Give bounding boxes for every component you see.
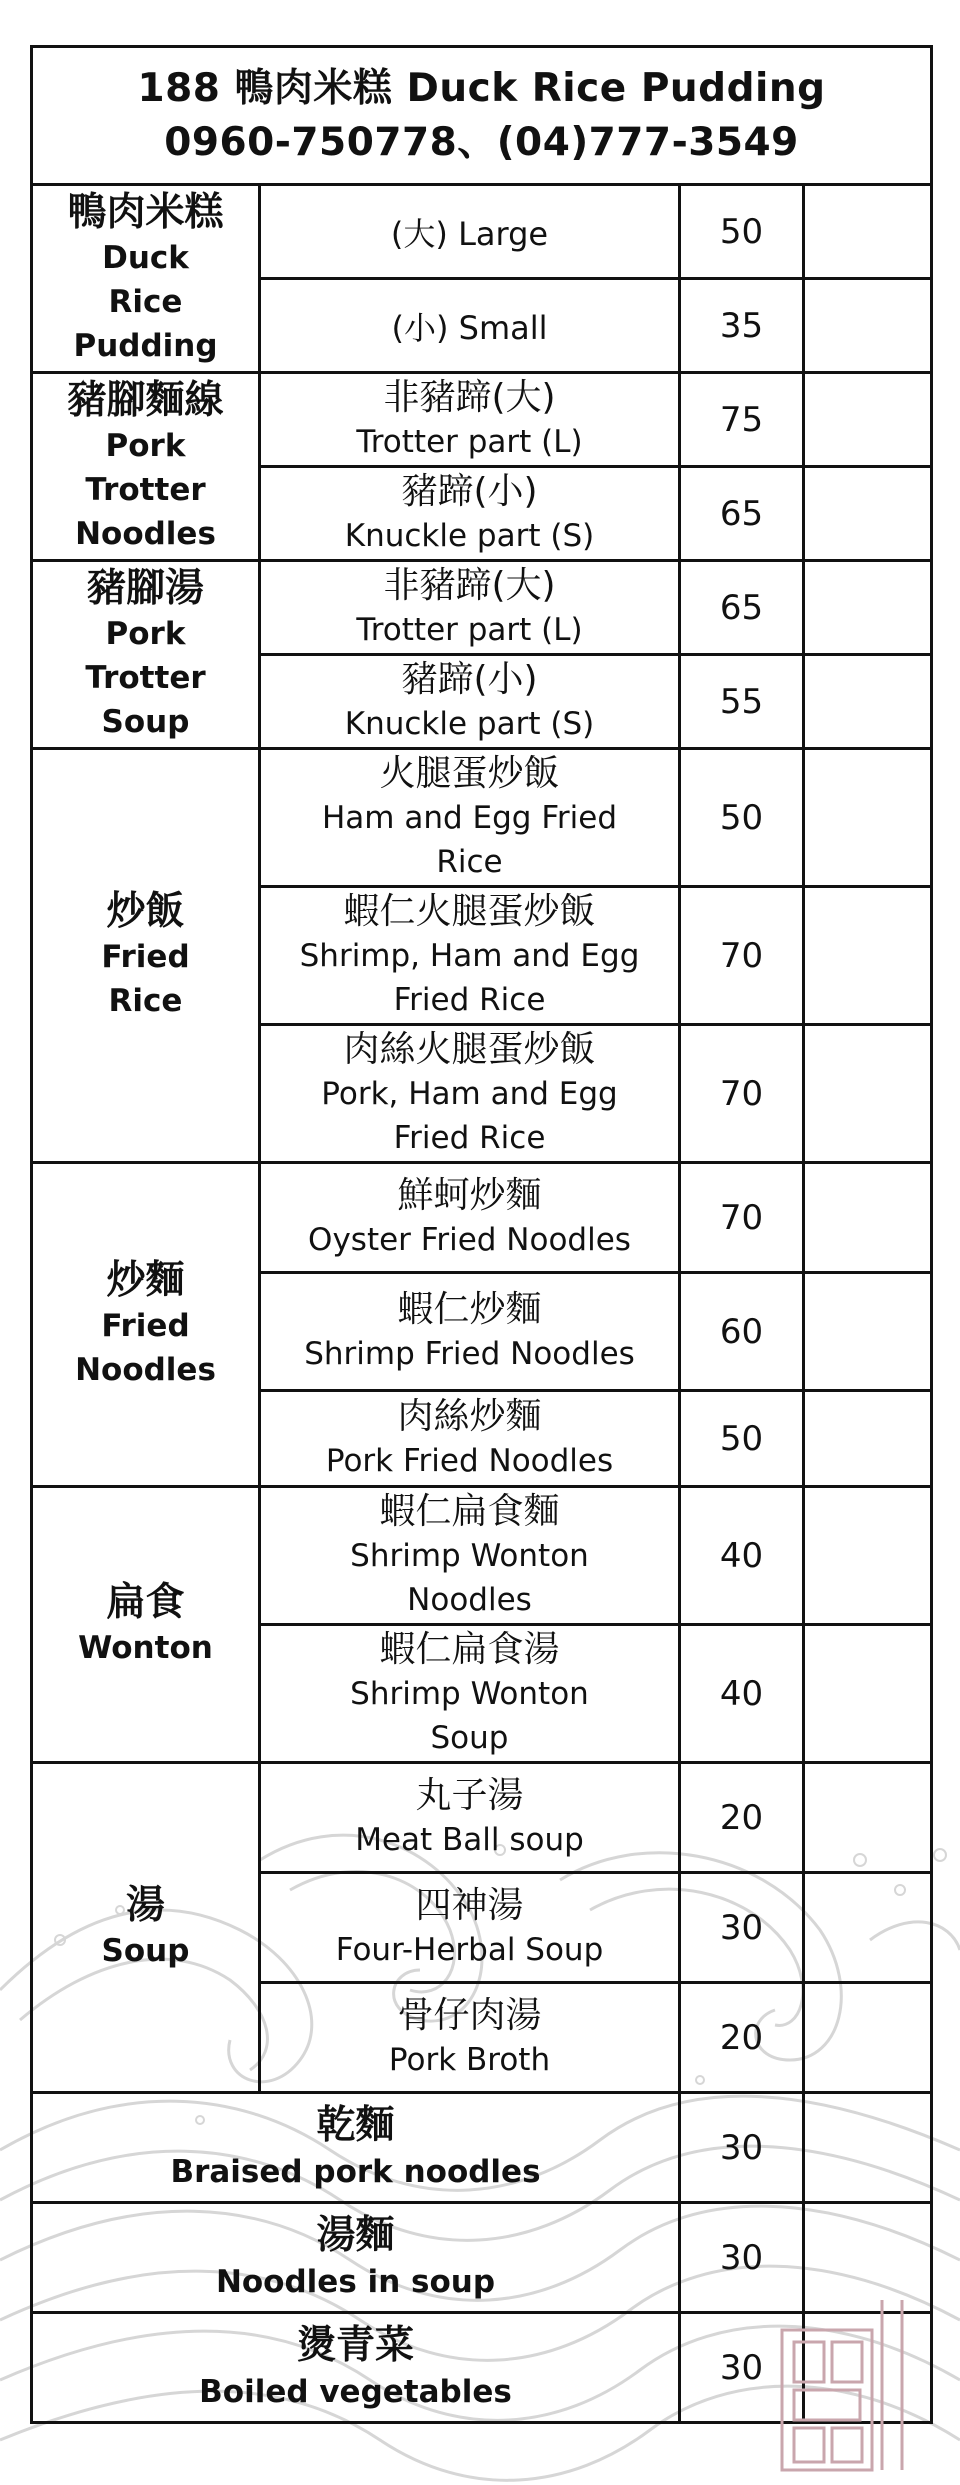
item-price: 65 <box>719 493 764 534</box>
seal-stamp <box>772 2290 922 2480</box>
menu-header <box>32 47 932 185</box>
item-price: 30 <box>719 2237 764 2278</box>
blank-cell <box>804 467 932 561</box>
shop-title: 188 鴨肉米糕 Duck Rice Pudding <box>137 65 826 111</box>
price-cell <box>680 1163 804 1273</box>
category-name-en: Noodles <box>75 515 216 552</box>
item-name-en: Fried Rice <box>393 981 546 1018</box>
item-name-en: Shrimp Wonton <box>350 1675 589 1712</box>
item-name-en: Pork Broth <box>388 2041 551 2078</box>
item-price: 75 <box>719 399 764 440</box>
item-cell <box>260 185 680 279</box>
item-price: 40 <box>719 1673 764 1714</box>
item-name-en: Shrimp, Ham and Egg <box>299 937 640 974</box>
item-price: 35 <box>719 305 764 346</box>
item-price: 30 <box>719 2347 764 2388</box>
item-cell <box>260 1873 680 1983</box>
category-name-en: Trotter <box>85 659 206 696</box>
item-cell <box>260 373 680 467</box>
blank-cell <box>804 373 932 467</box>
price-cell <box>680 1625 804 1763</box>
item-size-en: Small <box>458 308 548 347</box>
blank-cell <box>804 1763 932 1873</box>
price-cell <box>680 1487 804 1625</box>
category-name-zh: 豬腳麵線 <box>67 377 224 423</box>
item-price: 40 <box>719 1535 764 1576</box>
item-cell <box>260 1487 680 1625</box>
category-name-zh: 扁食 <box>106 1579 185 1625</box>
blank-cell <box>804 1025 932 1163</box>
item-price: 70 <box>719 1197 764 1238</box>
blank-cell <box>804 279 932 373</box>
item-name-zh: 蝦仁火腿蛋炒飯 <box>343 890 596 932</box>
item-cell <box>260 1625 680 1763</box>
category-name-en: Duck <box>102 239 189 276</box>
single-item-en: Noodles in soup <box>215 2263 496 2300</box>
category-cell <box>32 1763 260 2093</box>
menu-row <box>32 185 932 279</box>
category-cell <box>32 749 260 1163</box>
item-name-en: Shrimp Fried Noodles <box>304 1335 635 1372</box>
price-cell <box>680 467 804 561</box>
category-cell <box>32 561 260 749</box>
item-cell <box>260 1025 680 1163</box>
price-cell <box>680 655 804 749</box>
single-item-zh: 湯麵 <box>316 2212 395 2258</box>
item-name-en: Pork, Ham and Egg <box>321 1075 618 1112</box>
blank-cell <box>804 1487 932 1625</box>
item-size-en: Large <box>458 214 549 253</box>
item-name-en: Rice <box>436 843 503 880</box>
single-item-zh: 乾麵 <box>316 2102 395 2148</box>
category-name-zh: 豬腳湯 <box>86 565 204 611</box>
item-name-zh: 非豬蹄(大) <box>383 564 556 606</box>
item-cell <box>260 655 680 749</box>
item-name-en: Noodles <box>407 1581 532 1618</box>
item-cell <box>260 561 680 655</box>
category-name-en: Wonton <box>78 1629 213 1666</box>
item-name-zh: 肉絲炒麵 <box>397 1395 542 1437</box>
item-name-zh: 骨仔肉湯 <box>397 1994 542 2036</box>
category-name-zh: 鴨肉米糕 <box>67 189 224 235</box>
item-name-en: Knuckle part (S) <box>344 517 595 554</box>
shop-phone-numbers: 0960-750778、(04)777-3549 <box>164 119 799 165</box>
item-price: 60 <box>719 1311 764 1352</box>
menu-row <box>32 1487 932 1625</box>
category-name-en: Soup <box>101 703 190 740</box>
menu-table <box>30 45 933 2424</box>
item-name-en: Ham and Egg Fried <box>321 799 617 836</box>
price-cell <box>680 1391 804 1487</box>
item-cell <box>260 1983 680 2093</box>
price-cell <box>680 887 804 1025</box>
category-name-en: Trotter <box>85 471 206 508</box>
item-price: 50 <box>719 797 764 838</box>
item-cell <box>260 1163 680 1273</box>
price-cell <box>680 1763 804 1873</box>
menu-row <box>32 373 932 467</box>
item-name-zh: 火腿蛋炒飯 <box>379 752 560 794</box>
single-item-en: Braised pork noodles <box>170 2153 541 2190</box>
blank-cell <box>804 1273 932 1391</box>
item-name-zh: 豬蹄(小) <box>401 658 538 700</box>
item-name-en: Trotter part (L) <box>356 423 583 460</box>
category-name-en: Rice <box>108 283 183 320</box>
item-cell <box>260 1763 680 1873</box>
item-name-en: Pork Fried Noodles <box>325 1442 614 1479</box>
item-cell <box>260 467 680 561</box>
item-name-en: Knuckle part (S) <box>344 705 595 742</box>
blank-cell <box>804 1983 932 2093</box>
category-name-en: Rice <box>108 982 183 1019</box>
blank-cell <box>804 1163 932 1273</box>
single-item-cell <box>32 2313 680 2423</box>
item-price: 30 <box>719 1907 764 1948</box>
blank-cell <box>804 1625 932 1763</box>
item-name-en: Meat Ball soup <box>355 1821 584 1858</box>
item-name-zh: 丸子湯 <box>415 1774 524 1816</box>
item-price: 20 <box>719 1797 764 1838</box>
item-name-en: Oyster Fried Noodles <box>308 1221 631 1258</box>
item-name-zh: 豬蹄(小) <box>401 470 538 512</box>
category-name-en: Pork <box>105 427 186 464</box>
price-cell <box>680 561 804 655</box>
blank-cell <box>804 2093 932 2203</box>
item-price: 30 <box>719 2127 764 2168</box>
item-price: 55 <box>719 681 764 722</box>
item-price: 20 <box>719 2017 764 2058</box>
category-name-en: Fried <box>101 1307 190 1344</box>
item-price: 70 <box>719 1073 764 1114</box>
price-cell <box>680 279 804 373</box>
item-price: 65 <box>719 587 764 628</box>
category-name-zh: 炒麵 <box>106 1257 185 1303</box>
single-item-en: Boiled vegetables <box>199 2373 512 2410</box>
price-cell <box>680 1873 804 1983</box>
item-cell <box>260 1273 680 1391</box>
price-cell <box>680 749 804 887</box>
item-name-zh: 蝦仁炒麵 <box>397 1288 542 1330</box>
blank-cell <box>804 655 932 749</box>
item-price: 50 <box>719 1418 764 1459</box>
item-size-zh: (小) <box>391 308 449 347</box>
item-name-zh: 四神湯 <box>415 1884 524 1926</box>
item-name-zh: 肉絲火腿蛋炒飯 <box>343 1028 596 1070</box>
item-name-en: Soup <box>430 1719 509 1756</box>
item-cell <box>260 1391 680 1487</box>
price-cell <box>680 373 804 467</box>
category-name-zh: 炒飯 <box>106 888 185 934</box>
item-name-en: Fried Rice <box>393 1119 546 1156</box>
category-cell <box>32 1487 260 1763</box>
blank-cell <box>804 749 932 887</box>
category-name-en: Pork <box>105 615 186 652</box>
blank-cell <box>804 561 932 655</box>
category-name-en: Fried <box>101 938 190 975</box>
item-cell <box>260 887 680 1025</box>
price-cell <box>680 185 804 279</box>
price-cell <box>680 1273 804 1391</box>
menu-row <box>32 561 932 655</box>
menu-row <box>32 1163 932 1273</box>
item-size-zh: (大) <box>390 214 448 253</box>
single-item-cell <box>32 2093 680 2203</box>
item-name-line <box>391 309 547 347</box>
item-name-zh: 非豬蹄(大) <box>383 376 556 418</box>
category-cell <box>32 373 260 561</box>
item-name-zh: 蝦仁扁食湯 <box>379 1628 560 1670</box>
blank-cell <box>804 1873 932 1983</box>
item-name-en: Shrimp Wonton <box>350 1537 589 1574</box>
item-price: 70 <box>719 935 764 976</box>
menu-row <box>32 1763 932 1873</box>
single-item-zh: 燙青菜 <box>296 2322 414 2368</box>
item-name-en: Trotter part (L) <box>356 611 583 648</box>
category-cell <box>32 185 260 373</box>
item-name-line <box>391 215 548 253</box>
category-name-en: Pudding <box>73 327 218 364</box>
category-name-en: Soup <box>101 1932 190 1969</box>
category-name-zh: 湯 <box>125 1882 165 1928</box>
item-cell <box>260 279 680 373</box>
blank-cell <box>804 185 932 279</box>
price-cell <box>680 1983 804 2093</box>
item-price: 50 <box>719 211 764 252</box>
category-name-en: Noodles <box>75 1351 216 1388</box>
price-cell <box>680 1025 804 1163</box>
menu-row <box>32 749 932 887</box>
price-cell <box>680 2093 804 2203</box>
blank-cell <box>804 887 932 1025</box>
item-name-zh: 蝦仁扁食麵 <box>379 1490 560 1532</box>
item-name-en: Four-Herbal Soup <box>335 1931 604 1968</box>
single-item-cell <box>32 2203 680 2313</box>
category-cell <box>32 1163 260 1487</box>
blank-cell <box>804 1391 932 1487</box>
menu-row-single <box>32 2093 932 2203</box>
item-name-zh: 鮮蚵炒麵 <box>397 1174 542 1216</box>
item-cell <box>260 749 680 887</box>
